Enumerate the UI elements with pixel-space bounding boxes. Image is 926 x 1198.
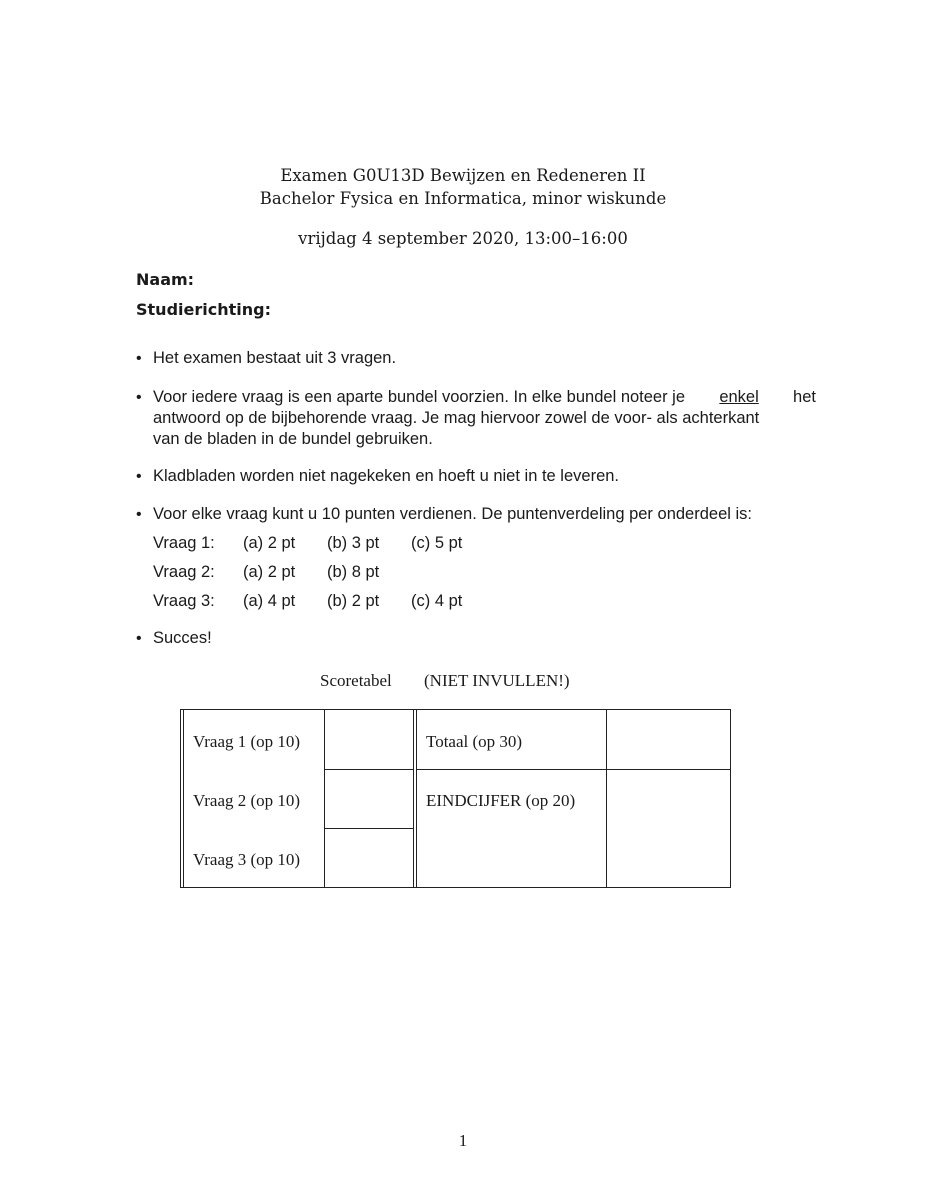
instruction-line xyxy=(153,387,816,408)
bullet-icon: • xyxy=(136,506,142,523)
points-part: (c) 4 pt xyxy=(411,592,463,610)
instruction-text: Voor iedere vraag is een aparte bundel voorzien. In elke bundel noteer je xyxy=(153,388,686,406)
table-border xyxy=(324,828,414,829)
exam-date: vrijdag 4 september 2020, 13:00–16:00 xyxy=(298,229,628,248)
points-part: (b) 3 pt xyxy=(327,534,380,552)
scoretable-caption: Scoretabel xyxy=(320,671,392,690)
table-border xyxy=(180,709,181,888)
table-border xyxy=(416,769,731,770)
table-border xyxy=(324,769,414,770)
instruction-text: Kladbladen worden niet nagekeken en hoeft u niet in te leveren. xyxy=(153,467,620,485)
name-label: Naam: xyxy=(136,270,195,289)
exam-subtitle: Bachelor Fysica en Informatica, minor wiskunde xyxy=(259,189,667,208)
instruction-text: Succes! xyxy=(153,629,212,647)
points-part: (b) 2 pt xyxy=(327,592,380,610)
points-part: (a) 2 pt xyxy=(243,563,296,581)
table-cell-final: EINDCIJFER (op 20) xyxy=(426,791,576,810)
emphasis-text: enkel xyxy=(719,388,759,406)
bullet-icon: • xyxy=(136,389,142,406)
page-number: 1 xyxy=(458,1131,468,1150)
table-border xyxy=(413,709,414,888)
study-label: Studierichting: xyxy=(136,300,271,319)
table-cell-q2: Vraag 2 (op 10) xyxy=(193,791,301,810)
instruction-text: het xyxy=(793,388,816,406)
points-part: (a) 2 pt xyxy=(243,534,296,552)
table-border xyxy=(730,709,731,888)
instruction-line: van de bladen in de bundel gebruiken. xyxy=(153,430,433,448)
table-border xyxy=(180,709,731,710)
instruction-text: Voor elke vraag kunt u 10 punten verdienen. De puntenverdeling per onderdeel is: xyxy=(153,505,752,523)
instruction-line: antwoord op de bijbehorende vraag. Je mag hiervoor zowel de voor- als achterkant xyxy=(153,409,760,427)
table-cell-q3: Vraag 3 (op 10) xyxy=(193,850,301,869)
points-part: (a) 4 pt xyxy=(243,592,296,610)
instruction-text: Het examen bestaat uit 3 vragen. xyxy=(153,349,397,367)
points-part: (b) 8 pt xyxy=(327,563,380,581)
table-cell-total: Totaal (op 30) xyxy=(426,732,523,751)
bullet-icon: • xyxy=(136,630,142,647)
instruction-item xyxy=(136,387,816,450)
bullet-icon: • xyxy=(136,468,142,485)
bullet-icon: • xyxy=(136,350,142,367)
exam-title: Examen G0U13D Bewijzen en Redeneren II xyxy=(280,166,646,185)
points-question-label: Vraag 2: xyxy=(153,563,215,581)
points-question-label: Vraag 1: xyxy=(153,534,215,552)
points-question-label: Vraag 3: xyxy=(153,592,215,610)
table-border xyxy=(183,709,184,888)
table-cell-q1: Vraag 1 (op 10) xyxy=(193,732,301,751)
points-part: (c) 5 pt xyxy=(411,534,463,552)
table-border xyxy=(324,709,325,888)
table-border xyxy=(180,887,731,888)
table-border xyxy=(606,709,607,888)
scoretable-note: (NIET INVULLEN!) xyxy=(424,671,570,690)
table-border xyxy=(416,709,417,888)
